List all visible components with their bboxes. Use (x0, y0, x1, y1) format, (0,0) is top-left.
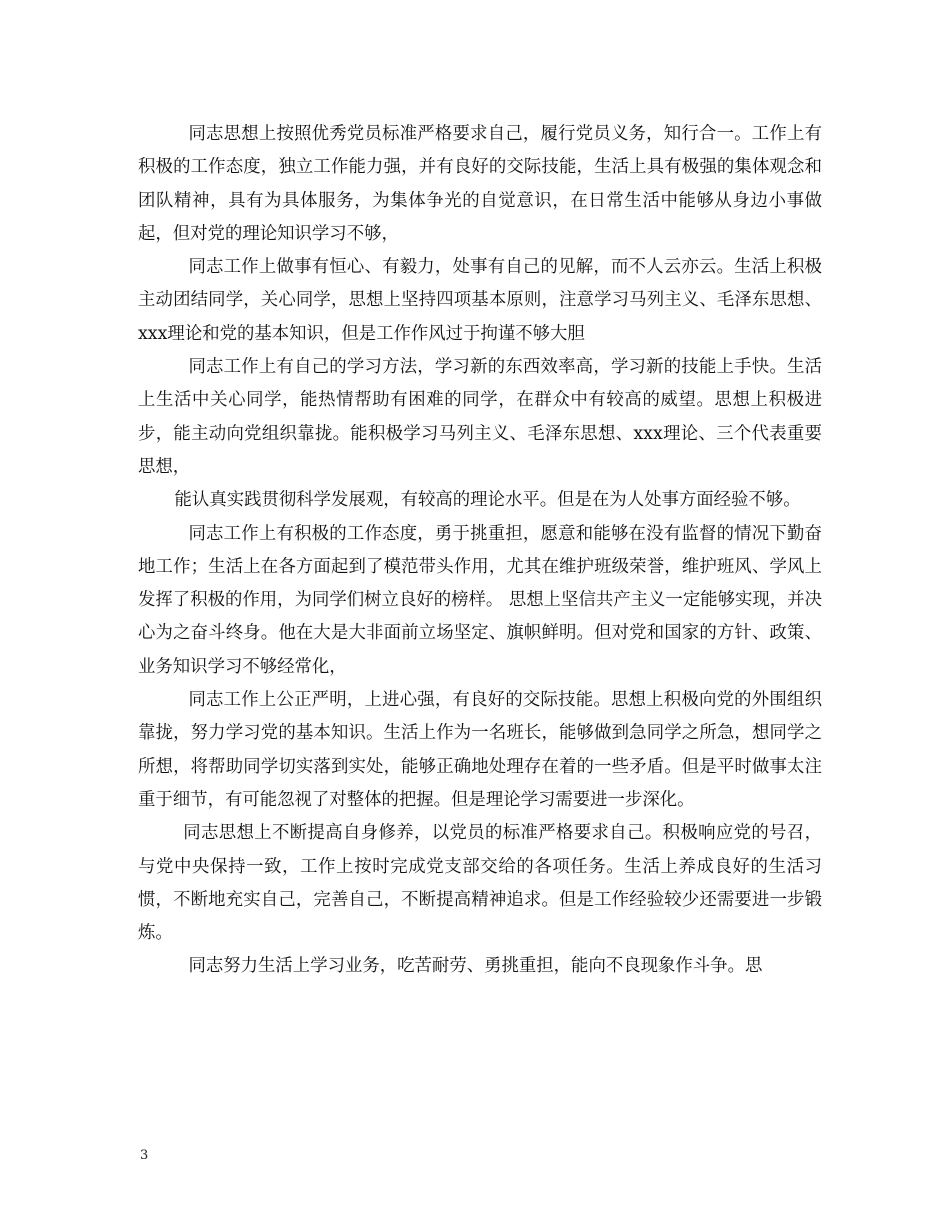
page-number: 3 (140, 1148, 149, 1163)
paragraph-5: 同志工作上有积极的工作态度，勇于挑重担，愿意和能够在没有监督的情况下勤奋地工作；生活上在各方面起到了模范带头作用，尤其在维护班级荣誉，维护班风、学风上发挥了积极的作用，为同学们树立良好的榜样。 思想上坚信共产主义一定能够实现，并决心为之奋斗终身。他在大是大非面前立场坚定、旗帜鲜明。但对党和国家的方针、政策、业务知识学习不够经常化， (138, 523, 822, 677)
paragraph-6: 同志工作上公正严明，上进心强，有良好的交际技能。思想上积极向党的外围组织靠拢，努力学习党的基本知识。生活上作为一名班长，能够做到急同学之所急，想同学之所想，将帮助同学切实落到实处，能够正确地处理存在着的一些矛盾。但是平时做事太注重于细节，有可能忽视了对整体的把握。但是理论学习需要进一步深化。 (138, 690, 822, 810)
paragraph-2: 同志工作上做事有恒心、有毅力，处事有自己的见解，而不人云亦云。生活上积极主动团结同学，关心同学，思想上坚持四项基本原则，注意学习马列主义、毛泽东思想、xxx理论和党的基本知识，但是工作作风过于拘谨不够大胆 (138, 257, 822, 344)
paragraph-4: 能认真实践贯彻科学发展观，有较高的理论水平。但是在为人处事方面经验不够。 (174, 490, 801, 511)
paragraph-7: 同志思想上不断提高自身修养，以党员的标准严格要求自己。积极响应党的号召，与党中央保持一致，工作上按时完成党支部交给的各项任务。生活上养成良好的生活习惯，不断地充实自己，完善自己，不断提高精神追求。但是工作经验较少还需要进一步锻炼。 (138, 823, 822, 944)
paragraph-3: 同志工作上有自己的学习方法，学习新的东西效率高，学习新的技能上手快。生活上生活中关心同学，能热情帮助有困难的同学，在群众中有较高的威望。思想上积极进步，能主动向党组织靠拢。能积极学习马列主义、毛泽东思想、xxx理论、三个代表重要思想， (138, 357, 822, 477)
paragraph-8: 同志努力生活上学习业务，吃苦耐劳、勇挑重担，能向不良现象作斗争。思 (188, 956, 763, 977)
document-body (138, 118, 822, 984)
paragraph-1: 同志思想上按照优秀党员标准严格要求自己，履行党员义务，知行合一。工作上有积极的工作态度，独立工作能力强，并有良好的交际技能，生活上具有极强的集体观念和团队精神，具有为具体服务，为集体争光的自觉意识，在日常生活中能够从身边小事做起，但对党的理论知识学习不够， (138, 124, 822, 244)
